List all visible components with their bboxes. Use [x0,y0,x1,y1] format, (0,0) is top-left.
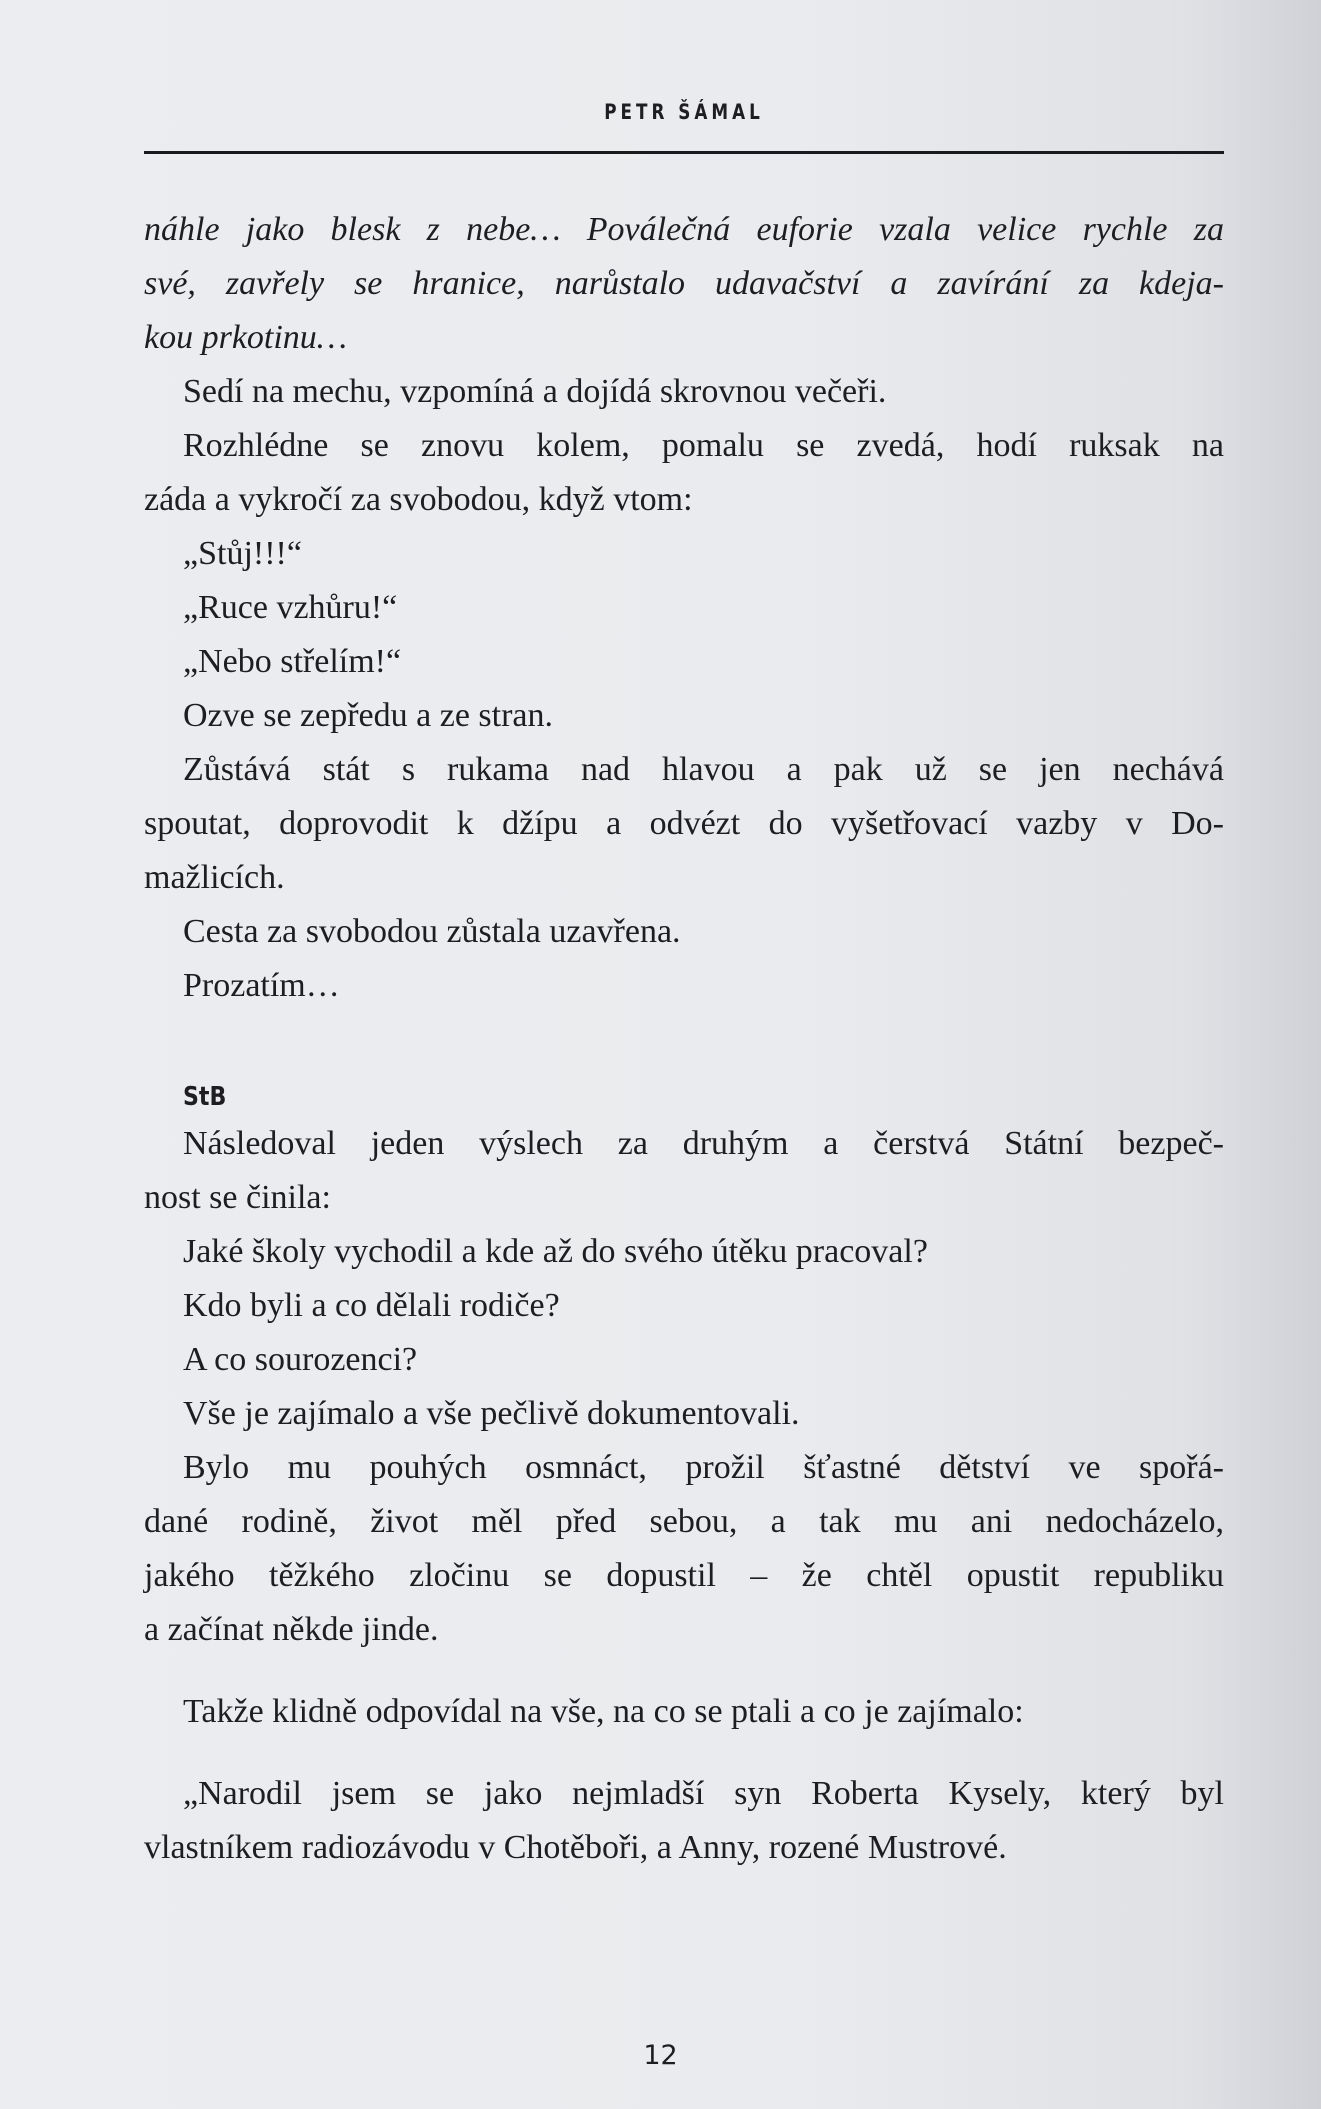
paragraph: Ozve se zepředu a ze stran. [183,697,554,734]
running-header: PETR ŠÁMAL [604,100,764,124]
dialogue-line: „Stůj!!!“ [183,535,302,572]
text-line: dané rodině, život měl před sebou, a tak mu ani nedocházelo, [144,1503,1224,1540]
header-rule [144,151,1224,154]
question-line: Jaké školy vychodil a kde až do svého útěku pracoval? [183,1233,928,1270]
text-line: Zůstává stát s rukama nad hlavou a pak už se jen nechává [183,751,1224,788]
text-line: své, zavřely se hranice, narůstalo udavačství a zavírání za kdeja- [144,265,1224,302]
question-line: Kdo byli a co dělali rodiče? [183,1287,560,1324]
text-line: jakého těžkého zločinu se dopustil – že chtěl opustit republiku [144,1557,1224,1594]
paragraph: Prozatím… [183,967,340,1004]
text-line: kou prkotinu… [144,319,348,356]
dialogue-line: „Ruce vzhůru!“ [183,589,398,626]
text-line: „Narodil jsem se jako nejmladší syn Roberta Kysely, který byl [183,1775,1224,1812]
text-line: mažlicích. [144,859,285,896]
text-line: Bylo mu pouhých osmnáct, prožil šťastné dětství ve spořá- [183,1449,1224,1486]
text-line: a začínat někde jinde. [144,1611,439,1648]
text-line: záda a vykročí za svobodou, když vtom: [144,481,693,518]
text-line: spoutat, doprovodit k džípu a odvézt do vyšetřovací vazby v Do- [144,805,1224,842]
text-line: náhle jako blesk z nebe… Poválečná euforie vzala velice rychle za [144,211,1224,248]
paragraph: Vše je zajímalo a vše pečlivě dokumentovali. [183,1395,800,1432]
text-line: vlastníkem radiozávodu v Chotěboři, a Anny, rozené Mustrové. [144,1829,1007,1866]
text-line: nost se činila: [144,1179,331,1216]
paragraph: Cesta za svobodou zůstala uzavřena. [183,913,681,950]
main-text [144,203,1224,1875]
section-heading: StB [183,1082,227,1112]
paragraph: Takže klidně odpovídal na vše, na co se ptali a co je zajímalo: [183,1693,1024,1730]
page-number: 12 [643,2040,678,2071]
question-line: A co sourozenci? [183,1341,418,1378]
paragraph: Sedí na mechu, vzpomíná a dojídá skrovnou večeři. [183,373,887,410]
text-line: Rozhlédne se znovu kolem, pomalu se zvedá, hodí ruksak na [183,427,1224,464]
text-line: Následoval jeden výslech za druhým a čerstvá Státní bezpeč- [183,1125,1224,1162]
dialogue-line: „Nebo střelím!“ [183,643,402,680]
